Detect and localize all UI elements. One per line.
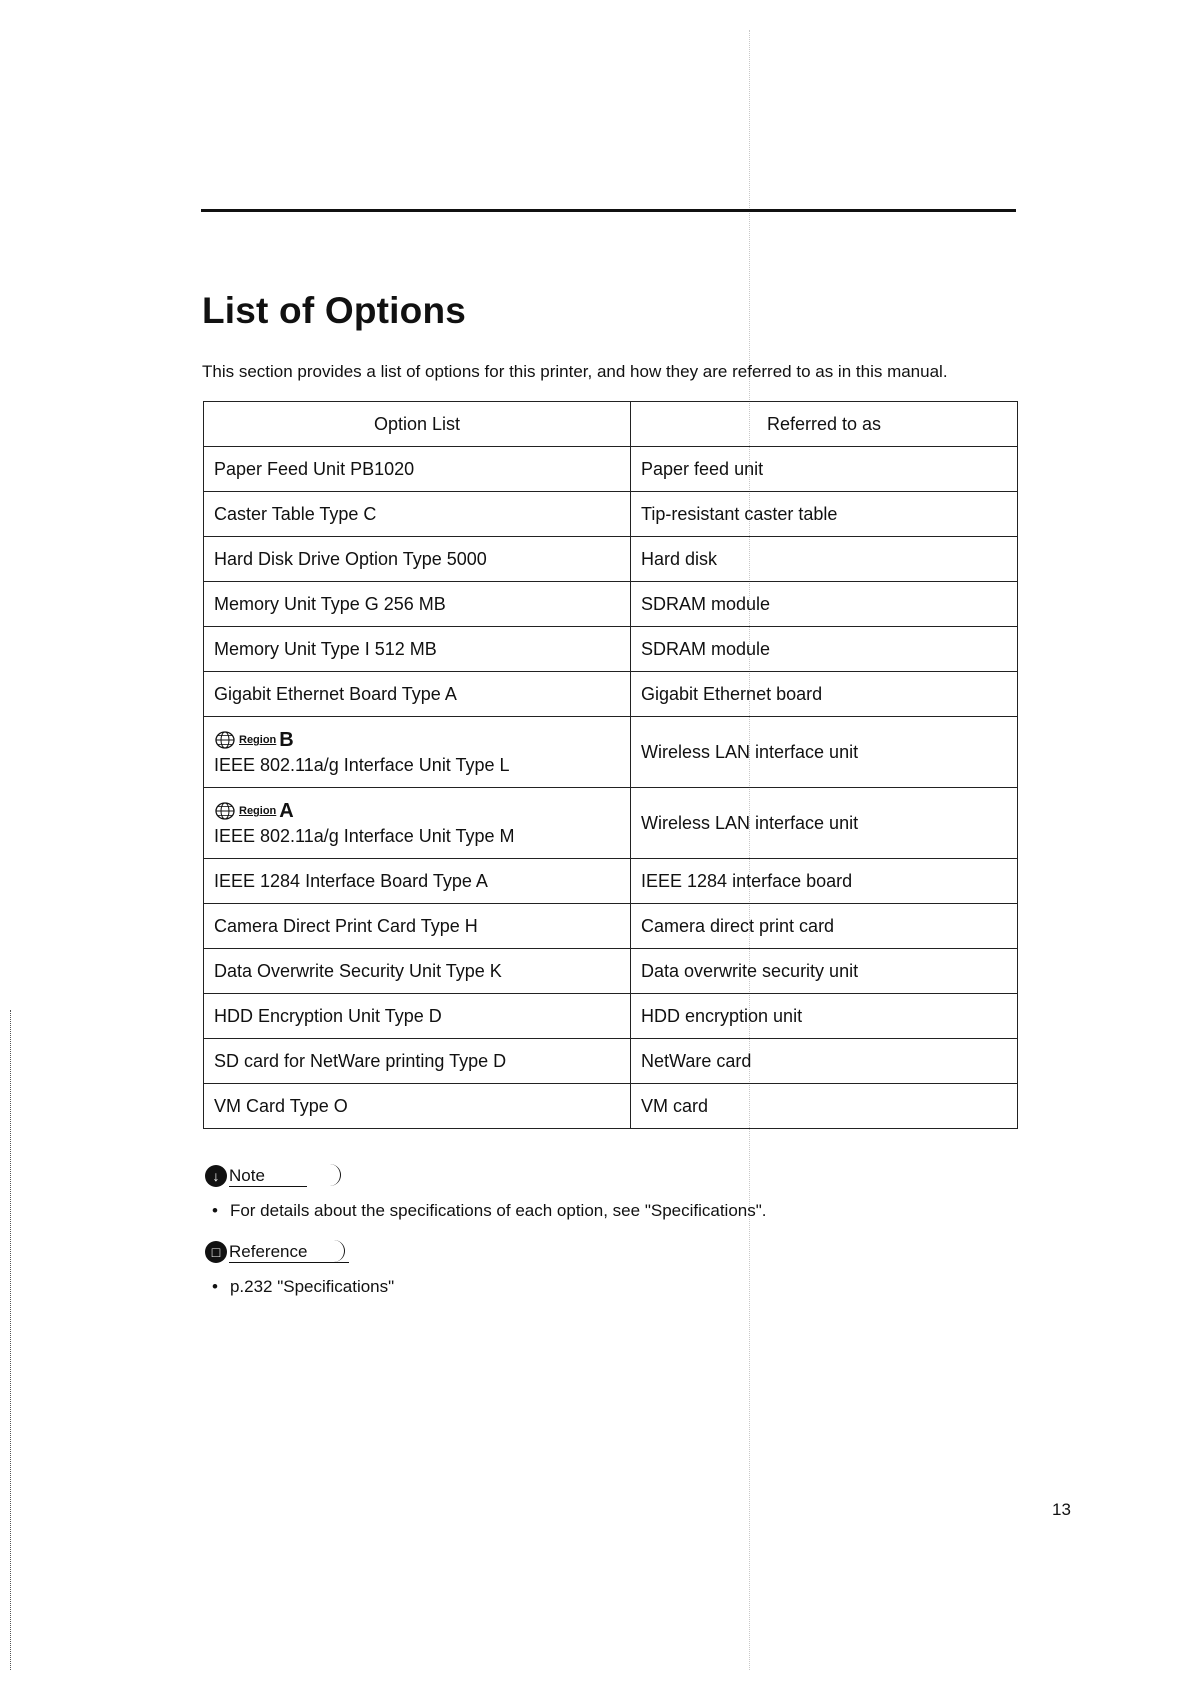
table-row — [204, 904, 1018, 949]
note-heading-bracket — [328, 1164, 341, 1186]
referred-cell: Hard disk — [631, 537, 1018, 582]
globe-icon — [214, 730, 236, 750]
referred-cell: Data overwrite security unit — [631, 949, 1018, 994]
scan-artifact-line-left — [10, 1010, 11, 1670]
region-label: Region — [239, 734, 277, 746]
option-cell — [204, 717, 631, 788]
region-letter: B — [279, 728, 294, 751]
region-marker — [214, 729, 620, 752]
option-cell: Camera Direct Print Card Type H — [204, 904, 631, 949]
table-header-row — [204, 402, 1018, 447]
option-cell: Hard Disk Drive Option Type 5000 — [204, 537, 631, 582]
option-name: IEEE 802.11a/g Interface Unit Type M — [214, 825, 515, 846]
option-cell: Memory Unit Type G 256 MB — [204, 582, 631, 627]
globe-icon — [214, 801, 236, 821]
option-cell: Data Overwrite Security Unit Type K — [204, 949, 631, 994]
list-item: • p.232 "Specifications" — [212, 1277, 394, 1297]
region-marker — [214, 800, 620, 823]
table-row — [204, 1039, 1018, 1084]
table-row — [204, 859, 1018, 904]
referred-cell: Gigabit Ethernet board — [631, 672, 1018, 717]
table-row — [204, 582, 1018, 627]
option-cell: HDD Encryption Unit Type D — [204, 994, 631, 1039]
referred-cell: IEEE 1284 interface board — [631, 859, 1018, 904]
page-number: 13 — [1052, 1500, 1071, 1519]
referred-cell: Wireless LAN interface unit — [631, 717, 1018, 788]
option-cell: Gigabit Ethernet Board Type A — [204, 672, 631, 717]
options-table — [203, 401, 1018, 1129]
referred-cell: Camera direct print card — [631, 904, 1018, 949]
table-row — [204, 788, 1018, 859]
reference-icon: □ — [205, 1241, 227, 1263]
note-heading-label: Note — [229, 1166, 307, 1187]
option-name: IEEE 802.11a/g Interface Unit Type L — [214, 754, 510, 775]
referred-cell: Tip-resistant caster table — [631, 492, 1018, 537]
option-cell: IEEE 1284 Interface Board Type A — [204, 859, 631, 904]
option-cell — [204, 788, 631, 859]
table-row — [204, 537, 1018, 582]
referred-cell: Paper feed unit — [631, 447, 1018, 492]
option-cell: SD card for NetWare printing Type D — [204, 1039, 631, 1084]
note-icon: ↓ — [205, 1165, 227, 1187]
option-cell: VM Card Type O — [204, 1084, 631, 1129]
table-row — [204, 949, 1018, 994]
page-title: List of Options — [202, 290, 467, 331]
referred-cell: NetWare card — [631, 1039, 1018, 1084]
table-row — [204, 627, 1018, 672]
referred-cell: HDD encryption unit — [631, 994, 1018, 1039]
intro-text: This section provides a list of options for this printer, and how they are referred to as in this manual. — [202, 362, 948, 381]
list-item: • For details about the specifications of each option, see "Specifications". — [212, 1201, 767, 1221]
option-cell: Caster Table Type C — [204, 492, 631, 537]
referred-cell: SDRAM module — [631, 582, 1018, 627]
table-row — [204, 717, 1018, 788]
table-row — [204, 492, 1018, 537]
reference-heading — [205, 1240, 345, 1264]
referred-cell: VM card — [631, 1084, 1018, 1129]
note-list — [212, 1201, 767, 1221]
region-label: Region — [239, 805, 277, 817]
option-cell: Memory Unit Type I 512 MB — [204, 627, 631, 672]
note-heading — [205, 1164, 341, 1188]
reference-heading-label: Reference — [229, 1242, 349, 1263]
referred-cell: Wireless LAN interface unit — [631, 788, 1018, 859]
reference-list — [212, 1277, 394, 1297]
table-row — [204, 1084, 1018, 1129]
header-rule — [201, 209, 1016, 212]
table-row — [204, 447, 1018, 492]
header-referred-to-as: Referred to as — [631, 402, 1018, 447]
referred-cell: SDRAM module — [631, 627, 1018, 672]
region-letter: A — [279, 799, 294, 822]
table-row — [204, 672, 1018, 717]
table-row — [204, 994, 1018, 1039]
option-cell: Paper Feed Unit PB1020 — [204, 447, 631, 492]
header-option-list: Option List — [204, 402, 631, 447]
